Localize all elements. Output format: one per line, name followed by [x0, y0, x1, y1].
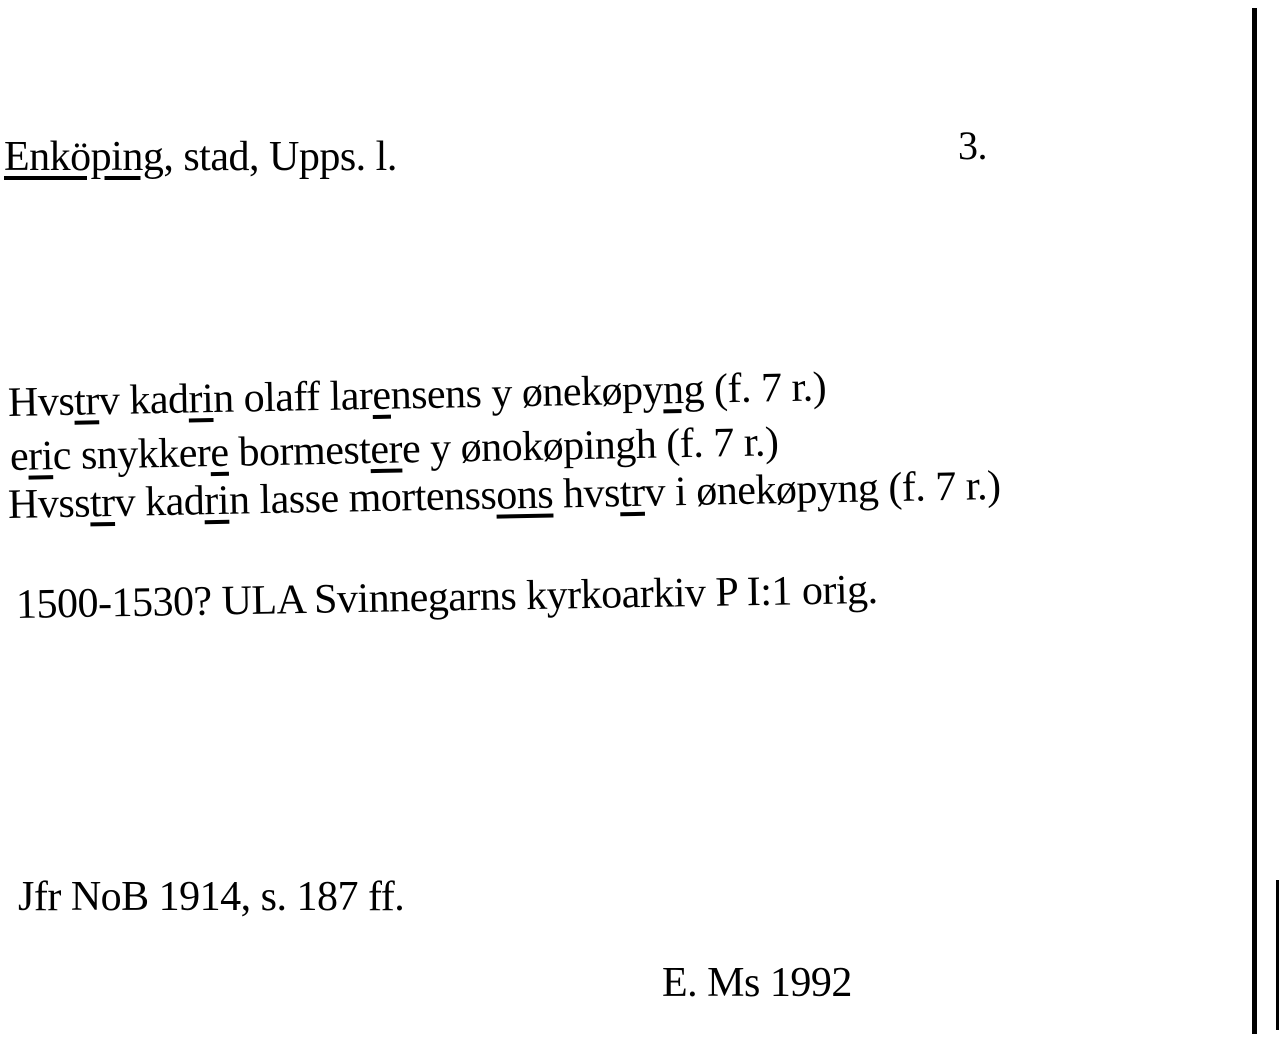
entry-text-segment: v kad — [114, 478, 205, 526]
entry-text-segment: n lasse mortenss — [228, 472, 497, 524]
page-number: 3. — [958, 123, 987, 168]
entry-expanded-segment: ri — [203, 477, 230, 525]
entry-text-segment: bormest — [228, 427, 371, 476]
entry-text-segment: c snykker — [52, 430, 211, 480]
entry-expanded-segment: tr — [89, 479, 116, 527]
heading-place-details: , stad, Upps. l. — [163, 134, 397, 180]
card-edge-mark — [1276, 880, 1279, 1030]
entry-text-segment: nsens y ønekøpy — [390, 367, 664, 419]
entry-expanded-segment: ri — [188, 376, 214, 423]
entry-text-segment: e — [9, 433, 29, 480]
entry-text-segment: hvs — [552, 470, 621, 518]
entry-expanded-segment: tr — [619, 469, 645, 517]
entry-expanded-segment: ons — [495, 471, 554, 519]
entry-expanded-segment: er — [369, 426, 403, 474]
card-edge-line — [1252, 8, 1257, 1034]
entry-text-segment: n olaff lar — [212, 373, 373, 423]
entry-text-segment: (f. 7 r.) — [703, 364, 827, 413]
heading-place-name: Enköping — [4, 134, 164, 180]
reference-note: Jfr NoB 1914, s. 187 ff. — [18, 874, 405, 920]
signature: E. Ms 1992 — [662, 960, 852, 1006]
entry-text-segment: Hvss — [7, 480, 91, 528]
card-heading — [4, 136, 397, 178]
entry-line — [8, 366, 827, 424]
entry-text-segment: Hvs — [7, 378, 75, 426]
entry-expanded-segment: e — [371, 372, 392, 419]
entry-expanded-segment: e — [209, 429, 229, 477]
entry-text-segment: v kad — [98, 376, 189, 425]
entry-expanded-segment: tr — [73, 378, 100, 425]
entry-expanded-segment: ri — [27, 433, 54, 480]
entry-text-segment: e y ønokøpingh (f. 7 r.) — [401, 419, 779, 473]
entry-expanded-segment: ng — [662, 366, 705, 414]
entry-text-segment: v i ønekøpyng (f. 7 r.) — [644, 462, 1001, 516]
source-citation: 1500-1530? ULA Svinnegarns kyrkoarkiv P I:1 orig. — [15, 566, 878, 628]
